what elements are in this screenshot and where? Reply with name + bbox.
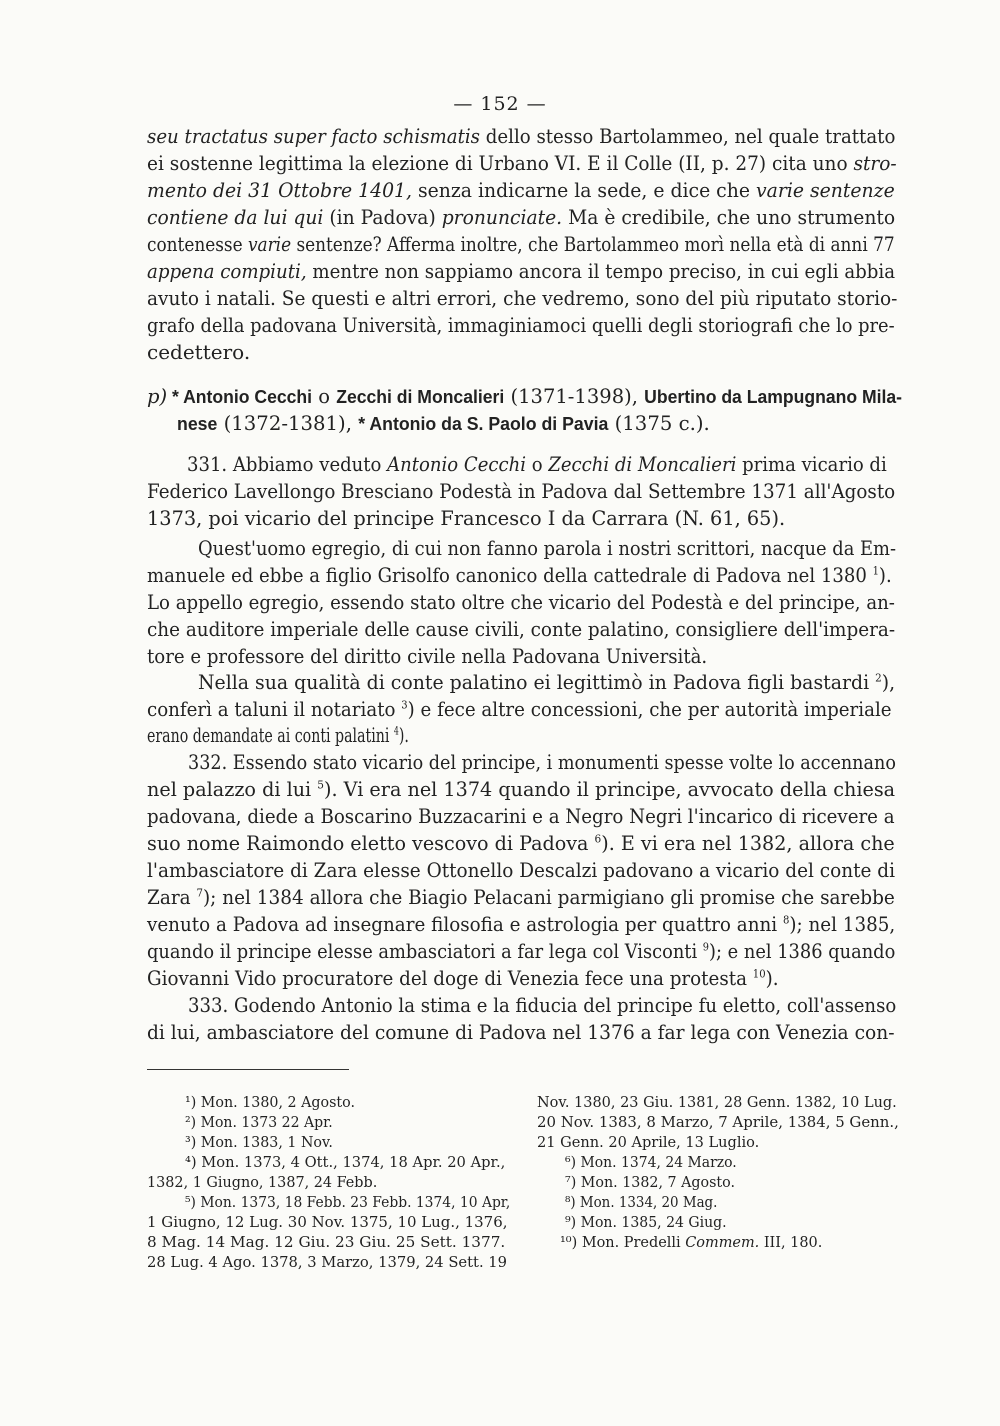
footnote-line: 1382, 1 Giugno, 1387, 24 Febb.: [147, 1173, 378, 1191]
body-line: seu tractatus super facto schismatis dello stesso Bartolammeo, nel quale trattato: [147, 124, 896, 148]
body-line: tore e professore del diritto civile nella Padovana Università.: [147, 644, 708, 668]
footnote-line: ⁶) Mon. 1374, 24 Marzo.: [565, 1153, 737, 1171]
body-line: Quest'uomo egregio, di cui non fanno parola i nostri scrittori, nacque da Em-: [198, 536, 897, 560]
footnote-line: ²) Mon. 1373 22 Apr.: [185, 1113, 333, 1131]
body-line: Federico Lavellongo Bresciano Podestà in Padova dal Settembre 1371 all'Agosto: [147, 479, 896, 503]
paragraph-331: 331. Abbiamo veduto Antonio Cecchi o Zecchi di Moncalieri prima vicario di: [187, 452, 887, 476]
page-number: — 152 —: [453, 93, 547, 115]
footnote-line: ⁴) Mon. 1373, 4 Ott., 1374, 18 Apr. 20 Apr.,: [185, 1153, 506, 1171]
body-line: cedettero.: [147, 340, 251, 364]
footnote-line: 20 Nov. 1383, 8 Marzo, 7 Aprile, 1384, 5 Genn.,: [537, 1113, 899, 1131]
body-line: che auditore imperiale delle cause civili, conte palatino, consigliere dell'impera-: [147, 617, 896, 641]
footnote-line: ⁸) Mon. 1334, 20 Mag.: [565, 1193, 718, 1211]
paragraph-333: 333. Godendo Antonio la stima e la fiducia del principe fu eletto, coll'assenso: [188, 993, 897, 1017]
body-line: nel palazzo di lui $^5$). Vi era nel 1374 quando il principe, avvocato della chiesa: [147, 777, 896, 801]
body-line: venuto a Padova ad insegnare filosofia e astrologia per quattro anni $^8$); nel 1385,: [147, 912, 896, 936]
paragraph-332: 332. Essendo stato vicario del principe, i monumenti spesse volte lo accennano: [188, 750, 896, 774]
footnote-line: ⁵) Mon. 1373, 18 Febb. 23 Febb. 1374, 10 Apr,: [185, 1193, 511, 1211]
body-line: erano demandate ai conti palatini $^4$).: [147, 723, 409, 747]
body-line: l'ambasciatore di Zara elesse Ottonello Descalzi padovano a vicario del conte di: [147, 858, 895, 882]
footnote-line: 28 Lug. 4 Ago. 1378, 3 Marzo, 1379, 24 Sett. 19: [147, 1253, 508, 1271]
footnote-line: Nov. 1380, 23 Giu. 1381, 28 Genn. 1382, 10 Lug.: [537, 1093, 897, 1111]
body-line: ei sostenne legittima la elezione di Urbano VI. E il Colle (II, p. 27) cita uno stro-: [147, 151, 897, 175]
footnote-line: 1 Giugno, 12 Lug. 30 Nov. 1375, 10 Lug., 1376,: [147, 1213, 508, 1231]
body-line: avuto i natali. Se questi e altri errori, che vedremo, sono del più riputato storio-: [147, 286, 898, 310]
body-line: Giovanni Vido procuratore del doge di Venezia fece una protesta $^{10}$).: [147, 966, 779, 990]
body-line: appena compiuti, mentre non sappiamo ancora il tempo preciso, in cui egli abbia: [147, 259, 896, 283]
body-line: quando il principe elesse ambasciatori a far lega col Visconti $^9$); e nel 1386 quando: [147, 939, 896, 963]
body-line: padovana, diede a Boscarino Buzzacarini e a Negro Negri l'incarico di ricevere a: [147, 804, 895, 828]
body-line: Zara $^7$); nel 1384 allora che Biagio Pelacani parmigiano gli promise che sarebbe: [147, 885, 895, 909]
body-line: 1373, poi vicario del principe Francesco I da Carrara (N. 61, 65).: [147, 506, 786, 530]
footnote-line: ¹) Mon. 1380, 2 Agosto.: [185, 1093, 355, 1111]
body-line: Lo appello egregio, essendo stato oltre che vicario del Podestà e del principe, an-: [147, 590, 895, 614]
body-line: grafo della padovana Università, immaginiamoci quelli degli storiografi che lo pre-: [147, 313, 895, 337]
body-line: contenesse varie sentenze? Afferma inoltre, che Bartolammeo morì nella età di anni 77: [147, 232, 895, 256]
footnote-line: ⁹) Mon. 1385, 24 Giug.: [565, 1213, 727, 1231]
section-heading: p) * Antonio Cecchi o Zecchi di Moncalieri (1371-1398), Ubertino da Lampugnano Mila-: [147, 384, 903, 408]
body-line: conferì a taluni il notariato $^3$) e fece altre concessioni, che per autorità imperiale: [147, 697, 892, 721]
body-line: suo nome Raimondo eletto vescovo di Padova $^6$). E vi era nel 1382, allora che: [147, 831, 895, 855]
section-heading: nese (1372-1381), * Antonio da S. Paolo di Pavia (1375 c.).: [177, 411, 710, 435]
body-line: manuele ed ebbe a figlio Grisolfo canonico della cattedrale di Padova nel 1380 $^1$).: [147, 563, 892, 587]
body-line: Nella sua qualità di conte palatino ei legittimò in Padova figli bastardi $^2$),: [198, 670, 896, 694]
footnote-line: ³) Mon. 1383, 1 Nov.: [185, 1133, 333, 1151]
footnote-line: ¹⁰) Mon. Predelli Commem. III, 180.: [560, 1233, 823, 1251]
body-line: mento dei 31 Ottobre 1401, senza indicarne la sede, e dice che varie sentenze: [147, 178, 895, 202]
footnote-line: ⁷) Mon. 1382, 7 Agosto.: [565, 1173, 735, 1191]
footnote-rule: [147, 1069, 349, 1070]
footnote-line: 8 Mag. 14 Mag. 12 Giu. 23 Giu. 25 Sett. 1377.: [147, 1233, 506, 1251]
body-line: contiene da lui qui (in Padova) pronunciate. Ma è credibile, che uno strumento: [147, 205, 896, 229]
footnote-line: 21 Genn. 20 Aprile, 13 Luglio.: [537, 1133, 760, 1151]
body-line: di lui, ambasciatore del comune di Padova nel 1376 a far lega con Venezia con-: [147, 1020, 895, 1044]
